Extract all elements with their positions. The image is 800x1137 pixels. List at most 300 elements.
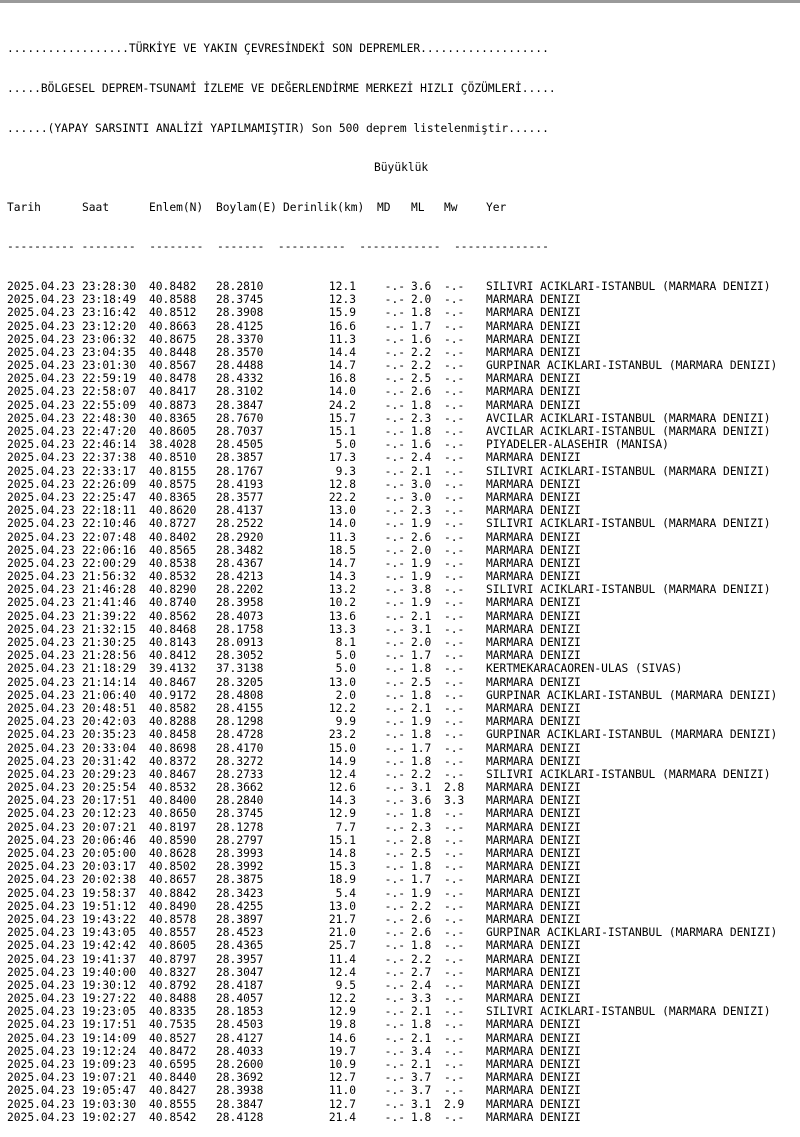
cell-place: MARMARA DENIZI bbox=[486, 1084, 581, 1098]
table-row bbox=[7, 689, 800, 702]
cell-ml: 3.1 bbox=[411, 1097, 432, 1111]
cell-lat: 40.8557 bbox=[149, 926, 197, 940]
cell-lon: 28.4503 bbox=[216, 1018, 264, 1032]
cell-ml: 2.6 bbox=[411, 385, 432, 399]
cell-place: AVCILAR ACIKLARI-ISTANBUL (MARMARA DENIZI) bbox=[486, 411, 771, 425]
cell-lon: 28.4073 bbox=[216, 609, 264, 623]
cell-depth: 14.0 bbox=[328, 517, 356, 531]
cell-md: -.- bbox=[384, 873, 405, 887]
cell-ml: 3.8 bbox=[411, 583, 432, 597]
cell-place: MARMARA DENIZI bbox=[486, 741, 581, 755]
cell-place: MARMARA DENIZI bbox=[486, 1031, 581, 1045]
cell-ml: 2.1 bbox=[411, 1005, 432, 1019]
cell-mw: -.- bbox=[444, 926, 465, 940]
cell-md: -.- bbox=[384, 583, 405, 597]
cell-lon: 28.3047 bbox=[216, 965, 264, 979]
title-line-3: ......(YAPAY SARSINTI ANALİZİ YAPILMAMIŞTIR) Son 500 deprem listelenmiştir...... bbox=[7, 121, 549, 135]
cell-place: MARMARA DENIZI bbox=[486, 833, 581, 847]
cell-depth: 13.0 bbox=[328, 504, 356, 518]
cell-depth: 13.6 bbox=[328, 609, 356, 623]
cell-ml: 1.6 bbox=[411, 332, 432, 346]
cell-ml: 2.6 bbox=[411, 530, 432, 544]
cell-ml: 1.7 bbox=[411, 741, 432, 755]
cell-time: 19:12:24 bbox=[82, 1044, 137, 1058]
cell-time: 21:41:46 bbox=[82, 596, 137, 610]
cell-md: -.- bbox=[384, 425, 405, 439]
cell-place: SILIVRI ACIKLARI-ISTANBUL (MARMARA DENIZI) bbox=[486, 279, 771, 293]
cell-time: 20:29:23 bbox=[82, 767, 137, 781]
cell-lat: 40.8698 bbox=[149, 741, 197, 755]
cell-time: 22:00:29 bbox=[82, 556, 137, 570]
cell-ml: 1.8 bbox=[411, 1018, 432, 1032]
cell-depth: 25.7 bbox=[328, 939, 356, 953]
cell-mw: -.- bbox=[444, 570, 465, 584]
cell-ml: 2.3 bbox=[411, 504, 432, 518]
table-row bbox=[7, 979, 800, 992]
cell-lat: 40.8448 bbox=[149, 345, 197, 359]
cell-md: -.- bbox=[384, 1031, 405, 1045]
col-lon: Boylam(E) bbox=[216, 200, 277, 214]
cell-lat: 40.8427 bbox=[149, 1084, 197, 1098]
cell-md: -.- bbox=[384, 728, 405, 742]
cell-time: 22:47:20 bbox=[82, 425, 137, 439]
table-row bbox=[7, 755, 800, 768]
col-md: MD bbox=[377, 200, 391, 214]
cell-ml: 1.9 bbox=[411, 517, 432, 531]
cell-lat: 40.8488 bbox=[149, 992, 197, 1006]
cell-lat: 40.8582 bbox=[149, 701, 197, 715]
col-depth: Derinlik(km) bbox=[283, 200, 365, 214]
cell-depth: 15.9 bbox=[328, 306, 356, 320]
cell-depth: 12.9 bbox=[328, 1005, 356, 1019]
cell-time: 20:02:38 bbox=[82, 873, 137, 887]
cell-time: 22:10:46 bbox=[82, 517, 137, 531]
cell-md: -.- bbox=[384, 781, 405, 795]
table-row bbox=[7, 728, 800, 741]
cell-lat: 40.8532 bbox=[149, 570, 197, 584]
cell-lat: 40.8527 bbox=[149, 1031, 197, 1045]
cell-depth: 17.3 bbox=[328, 451, 356, 465]
cell-lat: 39.4132 bbox=[149, 662, 197, 676]
cell-lat: 40.8472 bbox=[149, 1044, 197, 1058]
cell-md: -.- bbox=[384, 1097, 405, 1111]
cell-time: 21:18:29 bbox=[82, 662, 137, 676]
cell-place: MARMARA DENIZI bbox=[486, 952, 581, 966]
cell-depth: 12.1 bbox=[328, 279, 356, 293]
cell-md: -.- bbox=[384, 1058, 405, 1072]
cell-mw: -.- bbox=[444, 556, 465, 570]
cell-depth: 14.6 bbox=[328, 1031, 356, 1045]
cell-lon: 28.1853 bbox=[216, 1005, 264, 1019]
cell-md: -.- bbox=[384, 596, 405, 610]
cell-date: 2025.04.23 bbox=[7, 451, 75, 465]
table-row bbox=[7, 1071, 800, 1084]
cell-time: 19:43:05 bbox=[82, 926, 137, 940]
cell-place: MARMARA DENIZI bbox=[486, 345, 581, 359]
cell-mw: -.- bbox=[444, 306, 465, 320]
cell-time: 19:27:22 bbox=[82, 992, 137, 1006]
cell-mw: -.- bbox=[444, 332, 465, 346]
cell-lat: 40.8478 bbox=[149, 372, 197, 386]
cell-lat: 40.8873 bbox=[149, 398, 197, 412]
table-row bbox=[7, 847, 800, 860]
cell-lat: 40.8605 bbox=[149, 939, 197, 953]
cell-place: MARMARA DENIZI bbox=[486, 1110, 581, 1124]
cell-mw: -.- bbox=[444, 622, 465, 636]
cell-md: -.- bbox=[384, 411, 405, 425]
cell-ml: 1.8 bbox=[411, 306, 432, 320]
column-header-row bbox=[7, 201, 800, 214]
cell-date: 2025.04.23 bbox=[7, 965, 75, 979]
cell-lat: 40.8335 bbox=[149, 1005, 197, 1019]
table-row bbox=[7, 306, 800, 319]
cell-depth: 5.4 bbox=[335, 886, 356, 900]
cell-depth: 21.4 bbox=[328, 1110, 356, 1124]
table-row bbox=[7, 860, 800, 873]
cell-mw: -.- bbox=[444, 728, 465, 742]
table-row bbox=[7, 412, 800, 425]
cell-md: -.- bbox=[384, 715, 405, 729]
cell-ml: 2.2 bbox=[411, 359, 432, 373]
cell-lon: 28.4505 bbox=[216, 438, 264, 452]
table-row bbox=[7, 570, 800, 583]
table-row bbox=[7, 531, 800, 544]
cell-time: 22:55:09 bbox=[82, 398, 137, 412]
cell-date: 2025.04.23 bbox=[7, 952, 75, 966]
cell-date: 2025.04.23 bbox=[7, 912, 75, 926]
cell-place: MARMARA DENIZI bbox=[486, 1044, 581, 1058]
cell-time: 19:41:37 bbox=[82, 952, 137, 966]
cell-ml: 1.8 bbox=[411, 754, 432, 768]
cell-lat: 38.4028 bbox=[149, 438, 197, 452]
cell-date: 2025.04.23 bbox=[7, 675, 75, 689]
cell-lat: 40.8567 bbox=[149, 359, 197, 373]
cell-place: MARMARA DENIZI bbox=[486, 306, 581, 320]
col-ml: ML bbox=[411, 200, 425, 214]
table-row bbox=[7, 636, 800, 649]
table-row bbox=[7, 478, 800, 491]
cell-lon: 28.2797 bbox=[216, 833, 264, 847]
cell-lat: 40.8792 bbox=[149, 978, 197, 992]
cell-date: 2025.04.23 bbox=[7, 490, 75, 504]
cell-time: 22:58:07 bbox=[82, 385, 137, 399]
cell-depth: 15.7 bbox=[328, 411, 356, 425]
cell-ml: 3.3 bbox=[411, 992, 432, 1006]
table-row bbox=[7, 491, 800, 504]
cell-ml: 1.6 bbox=[411, 438, 432, 452]
cell-mw: -.- bbox=[444, 279, 465, 293]
cell-date: 2025.04.23 bbox=[7, 464, 75, 478]
cell-md: -.- bbox=[384, 992, 405, 1006]
cell-depth: 22.2 bbox=[328, 490, 356, 504]
cell-md: -.- bbox=[384, 899, 405, 913]
cell-date: 2025.04.23 bbox=[7, 1097, 75, 1111]
cell-lat: 40.8412 bbox=[149, 649, 197, 663]
cell-ml: 3.1 bbox=[411, 622, 432, 636]
cell-depth: 2.0 bbox=[335, 688, 356, 702]
cell-time: 23:16:42 bbox=[82, 306, 137, 320]
cell-lat: 40.8400 bbox=[149, 794, 197, 808]
cell-time: 19:58:37 bbox=[82, 886, 137, 900]
cell-place: MARMARA DENIZI bbox=[486, 965, 581, 979]
cell-lon: 28.3745 bbox=[216, 293, 264, 307]
cell-ml: 1.8 bbox=[411, 939, 432, 953]
cell-date: 2025.04.23 bbox=[7, 517, 75, 531]
cell-depth: 12.2 bbox=[328, 992, 356, 1006]
cell-mw: -.- bbox=[444, 530, 465, 544]
cell-place: MARMARA DENIZI bbox=[486, 675, 581, 689]
cell-date: 2025.04.23 bbox=[7, 1018, 75, 1032]
cell-lat: 40.8365 bbox=[149, 490, 197, 504]
cell-lon: 28.3570 bbox=[216, 345, 264, 359]
cell-place: MARMARA DENIZI bbox=[486, 570, 581, 584]
cell-time: 21:56:32 bbox=[82, 570, 137, 584]
table-row bbox=[7, 715, 800, 728]
cell-md: -.- bbox=[384, 398, 405, 412]
cell-lat: 40.8510 bbox=[149, 451, 197, 465]
cell-mw: 2.8 bbox=[444, 781, 465, 795]
cell-md: -.- bbox=[384, 1044, 405, 1058]
cell-ml: 2.5 bbox=[411, 675, 432, 689]
table-row bbox=[7, 359, 800, 372]
col-place: Yer bbox=[486, 200, 507, 214]
cell-mw: -.- bbox=[444, 649, 465, 663]
cell-lon: 28.4213 bbox=[216, 570, 264, 584]
cell-time: 21:32:15 bbox=[82, 622, 137, 636]
cell-ml: 3.6 bbox=[411, 794, 432, 808]
cell-place: MARMARA DENIZI bbox=[486, 649, 581, 663]
table-row bbox=[7, 1032, 800, 1045]
cell-depth: 14.3 bbox=[328, 794, 356, 808]
table-row bbox=[7, 887, 800, 900]
cell-lon: 28.3370 bbox=[216, 332, 264, 346]
cell-mw: -.- bbox=[444, 490, 465, 504]
cell-time: 22:26:09 bbox=[82, 477, 137, 491]
table-row bbox=[7, 781, 800, 794]
table-row bbox=[7, 939, 800, 952]
cell-mw: -.- bbox=[444, 1018, 465, 1032]
cell-ml: 2.7 bbox=[411, 965, 432, 979]
cell-date: 2025.04.23 bbox=[7, 728, 75, 742]
cell-time: 20:03:17 bbox=[82, 860, 137, 874]
table-row bbox=[7, 280, 800, 293]
cell-lat: 40.8197 bbox=[149, 820, 197, 834]
cell-lon: 28.1278 bbox=[216, 820, 264, 834]
cell-mw: -.- bbox=[444, 873, 465, 887]
cell-md: -.- bbox=[384, 517, 405, 531]
cell-depth: 8.1 bbox=[335, 636, 356, 650]
cell-ml: 1.7 bbox=[411, 873, 432, 887]
table-row bbox=[7, 385, 800, 398]
cell-place: MARMARA DENIZI bbox=[486, 451, 581, 465]
cell-time: 23:18:49 bbox=[82, 293, 137, 307]
cell-lat: 40.8290 bbox=[149, 583, 197, 597]
cell-date: 2025.04.23 bbox=[7, 781, 75, 795]
cell-lon: 28.7037 bbox=[216, 425, 264, 439]
cell-mw: -.- bbox=[444, 675, 465, 689]
cell-lon: 28.3938 bbox=[216, 1084, 264, 1098]
table-row bbox=[7, 1111, 800, 1124]
cell-mw: -.- bbox=[444, 345, 465, 359]
cell-lat: 40.8588 bbox=[149, 293, 197, 307]
cell-date: 2025.04.23 bbox=[7, 886, 75, 900]
cell-md: -.- bbox=[384, 319, 405, 333]
cell-time: 19:07:21 bbox=[82, 1071, 137, 1085]
earthquake-list-document bbox=[0, 3, 800, 1137]
cell-lat: 40.8155 bbox=[149, 464, 197, 478]
cell-md: -.- bbox=[384, 1018, 405, 1032]
cell-mw: -.- bbox=[444, 978, 465, 992]
cell-lon: 28.4033 bbox=[216, 1044, 264, 1058]
cell-lon: 28.3993 bbox=[216, 847, 264, 861]
cell-date: 2025.04.23 bbox=[7, 345, 75, 359]
cell-depth: 14.4 bbox=[328, 345, 356, 359]
cell-lat: 40.8143 bbox=[149, 636, 197, 650]
cell-mw: -.- bbox=[444, 833, 465, 847]
cell-ml: 2.1 bbox=[411, 1031, 432, 1045]
col-date: Tarih bbox=[7, 200, 41, 214]
cell-date: 2025.04.23 bbox=[7, 1071, 75, 1085]
cell-lat: 40.8467 bbox=[149, 767, 197, 781]
cell-lon: 28.4332 bbox=[216, 372, 264, 386]
cell-md: -.- bbox=[384, 754, 405, 768]
cell-depth: 14.9 bbox=[328, 754, 356, 768]
cell-date: 2025.04.23 bbox=[7, 701, 75, 715]
cell-place: MARMARA DENIZI bbox=[486, 490, 581, 504]
cell-depth: 12.7 bbox=[328, 1071, 356, 1085]
cell-date: 2025.04.23 bbox=[7, 741, 75, 755]
table-row bbox=[7, 807, 800, 820]
cell-lon: 28.2522 bbox=[216, 517, 264, 531]
cell-place: PIYADELER-ALASEHIR (MANISA) bbox=[486, 438, 669, 452]
cell-place: GURPINAR ACIKLARI-ISTANBUL (MARMARA DENIZI) bbox=[486, 728, 778, 742]
cell-ml: 2.8 bbox=[411, 833, 432, 847]
cell-ml: 3.4 bbox=[411, 1044, 432, 1058]
col-mw: Mw bbox=[444, 200, 458, 214]
table-row bbox=[7, 451, 800, 464]
cell-md: -.- bbox=[384, 636, 405, 650]
cell-ml: 3.7 bbox=[411, 1084, 432, 1098]
cell-date: 2025.04.23 bbox=[7, 860, 75, 874]
cell-lat: 40.8502 bbox=[149, 860, 197, 874]
cell-time: 21:14:14 bbox=[82, 675, 137, 689]
cell-depth: 5.0 bbox=[335, 649, 356, 663]
cell-date: 2025.04.23 bbox=[7, 385, 75, 399]
cell-place: SILIVRI ACIKLARI-ISTANBUL (MARMARA DENIZI) bbox=[486, 767, 771, 781]
table-row bbox=[7, 926, 800, 939]
cell-md: -.- bbox=[384, 372, 405, 386]
cell-date: 2025.04.23 bbox=[7, 636, 75, 650]
cell-date: 2025.04.23 bbox=[7, 530, 75, 544]
cell-depth: 18.9 bbox=[328, 873, 356, 887]
cell-date: 2025.04.23 bbox=[7, 992, 75, 1006]
cell-md: -.- bbox=[384, 847, 405, 861]
cell-lon: 28.4523 bbox=[216, 926, 264, 940]
cell-date: 2025.04.23 bbox=[7, 543, 75, 557]
cell-lon: 28.3577 bbox=[216, 490, 264, 504]
cell-md: -.- bbox=[384, 477, 405, 491]
cell-ml: 2.1 bbox=[411, 609, 432, 623]
cell-mw: -.- bbox=[444, 411, 465, 425]
cell-lon: 28.3957 bbox=[216, 952, 264, 966]
cell-ml: 2.5 bbox=[411, 372, 432, 386]
cell-lon: 28.4367 bbox=[216, 556, 264, 570]
cell-mw: -.- bbox=[444, 372, 465, 386]
cell-time: 20:25:54 bbox=[82, 781, 137, 795]
cell-mw: -.- bbox=[444, 504, 465, 518]
table-row bbox=[7, 517, 800, 530]
cell-md: -.- bbox=[384, 359, 405, 373]
cell-date: 2025.04.23 bbox=[7, 438, 75, 452]
cell-mw: -.- bbox=[444, 754, 465, 768]
cell-ml: 1.8 bbox=[411, 425, 432, 439]
cell-depth: 12.4 bbox=[328, 965, 356, 979]
cell-place: SILIVRI ACIKLARI-ISTANBUL (MARMARA DENIZI) bbox=[486, 1005, 771, 1019]
cell-mw: -.- bbox=[444, 965, 465, 979]
cell-lon: 28.4125 bbox=[216, 319, 264, 333]
cell-lon: 28.4057 bbox=[216, 992, 264, 1006]
table-row bbox=[7, 1058, 800, 1071]
cell-place: MARMARA DENIZI bbox=[486, 992, 581, 1006]
cell-mw: -.- bbox=[444, 899, 465, 913]
cell-mw: -.- bbox=[444, 1058, 465, 1072]
cell-place: MARMARA DENIZI bbox=[486, 860, 581, 874]
cell-md: -.- bbox=[384, 543, 405, 557]
cell-lon: 28.4365 bbox=[216, 939, 264, 953]
magnitude-group-label: Büyüklük bbox=[374, 161, 429, 175]
cell-ml: 1.9 bbox=[411, 715, 432, 729]
cell-lat: 40.8417 bbox=[149, 385, 197, 399]
cell-date: 2025.04.23 bbox=[7, 359, 75, 373]
cell-place: MARMARA DENIZI bbox=[486, 754, 581, 768]
cell-ml: 3.0 bbox=[411, 477, 432, 491]
table-row bbox=[7, 900, 800, 913]
cell-place: SILIVRI ACIKLARI-ISTANBUL (MARMARA DENIZI) bbox=[486, 583, 771, 597]
cell-depth: 12.9 bbox=[328, 807, 356, 821]
cell-lat: 40.8797 bbox=[149, 952, 197, 966]
cell-lon: 28.3205 bbox=[216, 675, 264, 689]
cell-place: MARMARA DENIZI bbox=[486, 332, 581, 346]
cell-md: -.- bbox=[384, 1071, 405, 1085]
cell-place: MARMARA DENIZI bbox=[486, 636, 581, 650]
cell-lon: 28.4127 bbox=[216, 1031, 264, 1045]
cell-mw: -.- bbox=[444, 517, 465, 531]
cell-ml: 3.6 bbox=[411, 279, 432, 293]
cell-place: MARMARA DENIZI bbox=[486, 477, 581, 491]
cell-md: -.- bbox=[384, 701, 405, 715]
cell-depth: 11.3 bbox=[328, 530, 356, 544]
cell-lat: 40.8402 bbox=[149, 530, 197, 544]
cell-depth: 12.8 bbox=[328, 477, 356, 491]
cell-date: 2025.04.23 bbox=[7, 1058, 75, 1072]
cell-ml: 2.2 bbox=[411, 952, 432, 966]
cell-place: MARMARA DENIZI bbox=[486, 886, 581, 900]
table-row bbox=[7, 504, 800, 517]
cell-place: MARMARA DENIZI bbox=[486, 596, 581, 610]
cell-depth: 16.6 bbox=[328, 319, 356, 333]
cell-lon: 28.3847 bbox=[216, 1097, 264, 1111]
cell-mw: -.- bbox=[444, 438, 465, 452]
cell-mw: -.- bbox=[444, 662, 465, 676]
cell-lon: 28.3423 bbox=[216, 886, 264, 900]
cell-md: -.- bbox=[384, 978, 405, 992]
cell-ml: 1.8 bbox=[411, 662, 432, 676]
cell-time: 19:40:00 bbox=[82, 965, 137, 979]
cell-time: 23:04:35 bbox=[82, 345, 137, 359]
cell-lat: 40.8565 bbox=[149, 543, 197, 557]
cell-lon: 28.2840 bbox=[216, 794, 264, 808]
cell-time: 19:17:51 bbox=[82, 1018, 137, 1032]
